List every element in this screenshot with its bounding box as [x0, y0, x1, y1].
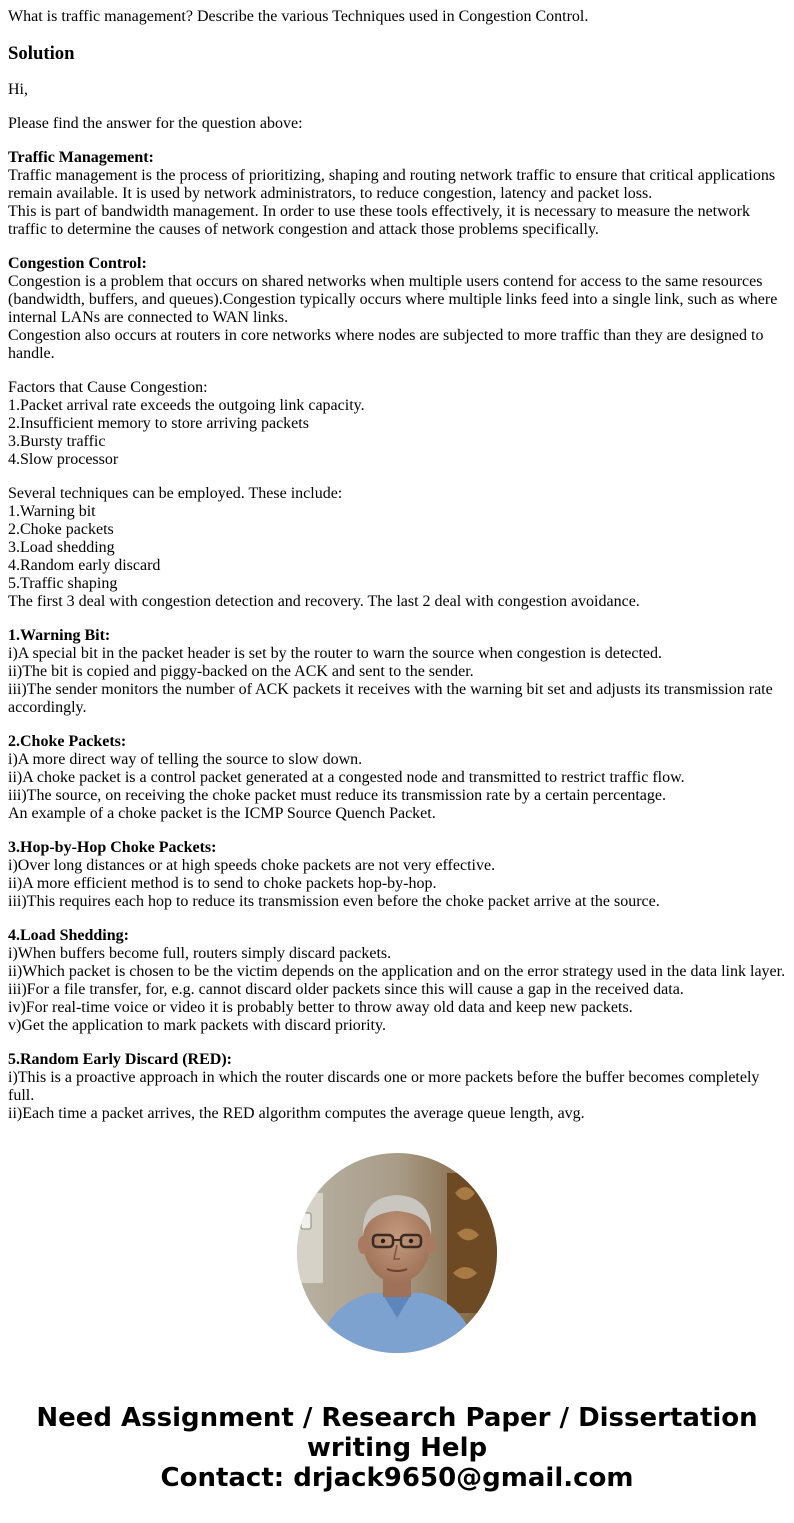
list-item: 2.Insufficient memory to store arriving packets — [8, 415, 309, 432]
list-item: 3.Bursty traffic — [8, 433, 106, 450]
paragraph-line: ii)Each time a packet arrives, the RED algorithm computes the average queue length, avg. — [8, 1105, 585, 1122]
factors-section — [8, 379, 786, 469]
paragraph-line: ii)A more efficient method is to send to choke packets hop-by-hop. — [8, 875, 437, 892]
paragraph-line: iii)The source, on receiving the choke packet must reduce its transmission rate by a certain percentage. — [8, 787, 666, 804]
hop-by-hop-section — [8, 839, 786, 911]
list-item: 1.Warning bit — [8, 503, 96, 520]
list-item: 3.Load shedding — [8, 539, 115, 556]
warning-bit-section — [8, 627, 786, 717]
warning-bit-heading: 1.Warning Bit: — [8, 627, 111, 644]
paragraph-line: v)Get the application to mark packets with discard priority. — [8, 1017, 386, 1034]
banner-contact: Contact: drjack9650@gmail.com — [160, 1463, 634, 1493]
load-shedding-section — [8, 927, 786, 1035]
red-heading: 5.Random Early Discard (RED): — [8, 1051, 232, 1068]
paragraph-line: i)This is a proactive approach in which the router discards one or more packets before the buffer becomes completely full. — [8, 1069, 760, 1104]
help-banner — [0, 1403, 794, 1493]
paragraph-line: iii)This requires each hop to reduce its transmission even before the choke packet arrive at the source. — [8, 893, 660, 910]
paragraph-line: This is part of bandwidth management. In order to use these tools effectively, it is necessary to measure the network traffic to determine the causes of network congestion and attack those problems specifically. — [8, 203, 751, 238]
techniques-note: The first 3 deal with congestion detection and recovery. The last 2 deal with congestion avoidance. — [8, 593, 640, 610]
paragraph-line: ii)The bit is copied and piggy-backed on the ACK and sent to the sender. — [8, 663, 474, 680]
congestion-control-heading: Congestion Control: — [8, 255, 147, 272]
paragraph-line: Traffic management is the process of prioritizing, shaping and routing network traffic to ensure that critical applications remain available. It is used by network administrators, to reduce congestion, latency and packet loss. — [8, 167, 776, 202]
techniques-section — [8, 485, 786, 611]
portrait-image — [297, 1153, 497, 1353]
solution-heading: Solution — [8, 43, 75, 64]
techniques-heading: Several techniques can be employed. These include: — [8, 485, 343, 502]
paragraph-line: i)A more direct way of telling the source to slow down. — [8, 751, 363, 768]
author-portrait — [297, 1153, 497, 1353]
paragraph-line: ii)Which packet is chosen to be the victim depends on the application and on the error strategy used in the data link layer. — [8, 963, 786, 980]
paragraph-line: i)When buffers become full, routers simply discard packets. — [8, 945, 392, 962]
paragraph-line: iii)The sender monitors the number of ACK packets it receives with the warning bit set and adjusts its transmission rate accordingly. — [8, 681, 773, 716]
factors-heading: Factors that Cause Congestion: — [8, 379, 208, 396]
paragraph-line: ii)A choke packet is a control packet generated at a congested node and transmitted to restrict traffic flow. — [8, 769, 685, 786]
hop-by-hop-heading: 3.Hop-by-Hop Choke Packets: — [8, 839, 217, 856]
red-section — [8, 1051, 786, 1123]
paragraph-line: Congestion is a problem that occurs on shared networks when multiple users contend for access to the same resources (bandwidth, buffers, and queues).Congestion typically occurs where multiple links feed into a single link, such as where internal LANs are connected to WAN links. — [8, 273, 778, 326]
list-item: 4.Random early discard — [8, 557, 161, 574]
choke-packets-section — [8, 733, 786, 823]
traffic-management-section — [8, 149, 786, 239]
list-item: 1.Packet arrival rate exceeds the outgoing link capacity. — [8, 397, 365, 414]
paragraph-line: i)Over long distances or at high speeds choke packets are not very effective. — [8, 857, 496, 874]
intro-text: Please find the answer for the question above: — [8, 115, 303, 132]
list-item: 5.Traffic shaping — [8, 575, 118, 592]
paragraph-line: An example of a choke packet is the ICMP Source Quench Packet. — [8, 805, 436, 822]
paragraph-line: iv)For real-time voice or video it is probably better to throw away old data and keep new packets. — [8, 999, 633, 1016]
congestion-control-section — [8, 255, 786, 363]
choke-packets-heading: 2.Choke Packets: — [8, 733, 127, 750]
paragraph-line: iii)For a file transfer, for, e.g. cannot discard older packets since this will cause a gap in the received data. — [8, 981, 684, 998]
list-item: 4.Slow processor — [8, 451, 119, 468]
list-item: 2.Choke packets — [8, 521, 114, 538]
load-shedding-heading: 4.Load Shedding: — [8, 927, 129, 944]
answer-document — [8, 8, 786, 1123]
paragraph-line: Congestion also occurs at routers in core networks where nodes are subjected to more traffic than they are designed to handle. — [8, 327, 764, 362]
banner-line-1: Need Assignment / Research Paper / Dissertation writing Help — [36, 1403, 758, 1463]
paragraph-line: i)A special bit in the packet header is set by the router to warn the source when congestion is detected. — [8, 645, 663, 662]
question-text: What is traffic management? Describe the various Techniques used in Congestion Control. — [8, 8, 589, 25]
traffic-management-heading: Traffic Management: — [8, 149, 154, 166]
greeting: Hi, — [8, 81, 28, 98]
